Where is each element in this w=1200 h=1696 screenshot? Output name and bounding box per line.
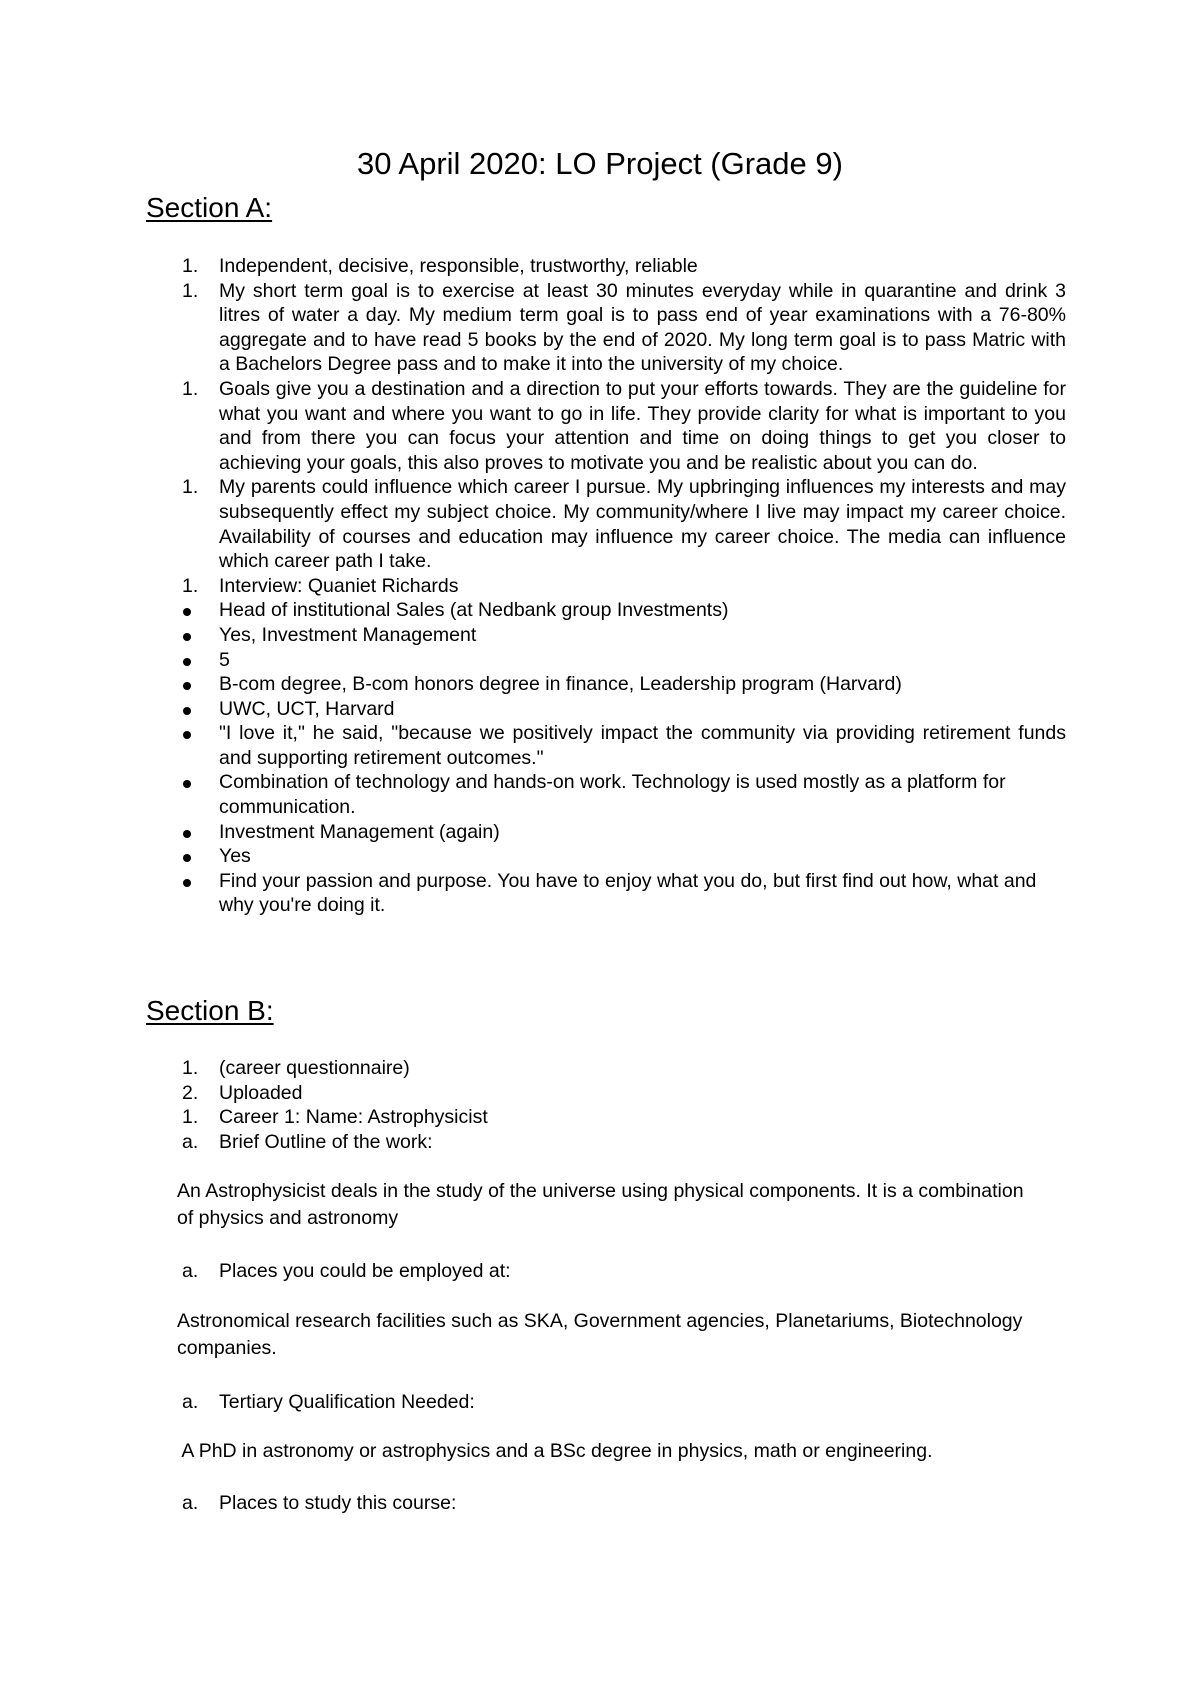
list-item bbox=[146, 1259, 1066, 1284]
study-label-list bbox=[146, 1491, 1066, 1516]
list-item bbox=[146, 1390, 1066, 1415]
bullet-item-text: Investment Management (again) bbox=[219, 820, 500, 843]
list-item bbox=[146, 254, 1066, 279]
bullet-icon bbox=[183, 633, 191, 641]
bullet-item-text: Head of institutional Sales (at Nedbank group Investments) bbox=[219, 599, 729, 622]
bullet-icon bbox=[183, 707, 191, 715]
bullet-icon bbox=[183, 658, 191, 666]
list-item-text: Independent, decisive, responsible, trustworthy, reliable bbox=[219, 255, 698, 277]
list-marker: a. bbox=[182, 1130, 199, 1153]
bullet-item bbox=[146, 697, 1066, 722]
list-marker: 1. bbox=[182, 377, 199, 400]
list-marker: 1. bbox=[182, 476, 199, 499]
list-marker: a. bbox=[182, 1391, 199, 1413]
list-item-text: My short term goal is to exercise at least 30 minutes everyday while in quarantine and drink 3 litres of water a day. My medium term goal is to pass end of year examinations with a 76-80% aggregate and to have read 5 books by the end of 2020. My long term goal is to pass Matric with a Bachelors Degree pass and to make it into the university of my choice. bbox=[219, 279, 1066, 376]
bullet-item bbox=[146, 869, 1066, 918]
list-marker: a. bbox=[182, 1260, 199, 1282]
bullet-item bbox=[146, 770, 1066, 819]
bullet-icon bbox=[183, 854, 191, 862]
bullet-item-text: UWC, UCT, Harvard bbox=[219, 697, 395, 720]
list-marker: 1. bbox=[182, 1106, 199, 1129]
bullet-icon bbox=[183, 731, 191, 739]
list-item bbox=[146, 1130, 1066, 1155]
bullet-item bbox=[146, 820, 1066, 845]
bullet-item bbox=[146, 623, 1066, 648]
list-item-text: Career 1: Name: Astrophysicist bbox=[219, 1106, 488, 1129]
bullet-item-text: Find your passion and purpose. You have to enjoy what you do, but first find out how, what and why you're doing it. bbox=[219, 869, 1037, 917]
list-item bbox=[146, 1491, 1066, 1516]
list-item-text: Tertiary Qualification Needed: bbox=[219, 1391, 475, 1413]
bullet-item-text: Yes, Investment Management bbox=[219, 623, 477, 646]
employment-answer: Astronomical research facilities such as SKA, Government agencies, Planetariums, Biotechnology companies. bbox=[177, 1310, 1023, 1359]
list-marker: 2. bbox=[182, 1081, 199, 1104]
bullet-icon bbox=[183, 682, 191, 690]
bullet-item bbox=[146, 672, 1066, 697]
bullet-item-text: B-com degree, B-com honors degree in finance, Leadership program (Harvard) bbox=[219, 673, 902, 696]
list-marker: 1. bbox=[182, 574, 199, 597]
bullet-icon bbox=[183, 879, 191, 887]
bullet-item bbox=[146, 721, 1066, 770]
list-marker: a. bbox=[182, 1492, 199, 1514]
list-item-text: Goals give you a destination and a direction to put your efforts towards. They are the guideline for what you want and where you want to go in life. They provide clarity for what is important to you and from there you can focus your attention and time on doing things to get you closer to achieving your goals, this also proves to motivate you and be realistic about you can do. bbox=[219, 377, 1066, 474]
list-item bbox=[146, 574, 1066, 599]
list-item bbox=[146, 1056, 1066, 1081]
section-b-heading: Section B: bbox=[146, 995, 274, 1026]
bullet-item bbox=[146, 648, 1066, 673]
section-b-list bbox=[146, 1056, 1066, 1154]
outline-answer: An Astrophysicist deals in the study of the universe using physical components. It is a combination of physics and astronomy bbox=[177, 1180, 1024, 1229]
list-item-text: Brief Outline of the work: bbox=[219, 1130, 433, 1153]
list-item-text: (career questionnaire) bbox=[219, 1057, 410, 1079]
list-item-text: Uploaded bbox=[219, 1081, 303, 1104]
qualification-label-list bbox=[146, 1390, 1066, 1415]
bullet-item bbox=[146, 598, 1066, 623]
section-a-list bbox=[146, 254, 1066, 918]
list-item bbox=[146, 1081, 1066, 1106]
section-a-heading: Section A: bbox=[146, 192, 273, 223]
list-marker: 1. bbox=[182, 255, 199, 277]
bullet-icon bbox=[183, 608, 191, 616]
bullet-icon bbox=[183, 830, 191, 838]
list-marker: 1. bbox=[182, 1057, 199, 1079]
qualification-answer: A PhD in astronomy or astrophysics and a BSc degree in physics, math or engineering. bbox=[177, 1440, 933, 1462]
list-marker: 1. bbox=[182, 279, 199, 302]
list-item-text: My parents could influence which career I pursue. My upbringing influences my interests and may subsequently effect my subject choice. My community/where I live may impact my career choice. Availability of courses and education may influence my career choice. The media can influence which career path I take. bbox=[219, 476, 1066, 573]
list-item bbox=[146, 279, 1066, 377]
bullet-item bbox=[146, 844, 1066, 869]
bullet-item-text: "I love it," he said, "because we positively impact the community via providing retirement funds and supporting retirement outcomes." bbox=[219, 722, 1066, 769]
bullet-icon bbox=[183, 780, 191, 788]
list-item bbox=[146, 377, 1066, 475]
bullet-item-text: Combination of technology and hands-on work. Technology is used mostly as a platform for communication. bbox=[219, 771, 1006, 819]
page-title: 30 April 2020: LO Project (Grade 9) bbox=[357, 146, 843, 181]
bullet-item-text: Yes bbox=[219, 845, 251, 868]
list-item-text: Places to study this course: bbox=[219, 1492, 457, 1514]
list-item-text: Interview: Quaniet Richards bbox=[219, 574, 459, 597]
employment-label-list bbox=[146, 1259, 1066, 1284]
list-item bbox=[146, 475, 1066, 573]
list-item-text: Places you could be employed at: bbox=[219, 1260, 511, 1282]
list-item bbox=[146, 1105, 1066, 1130]
bullet-item-text: 5 bbox=[219, 648, 230, 671]
